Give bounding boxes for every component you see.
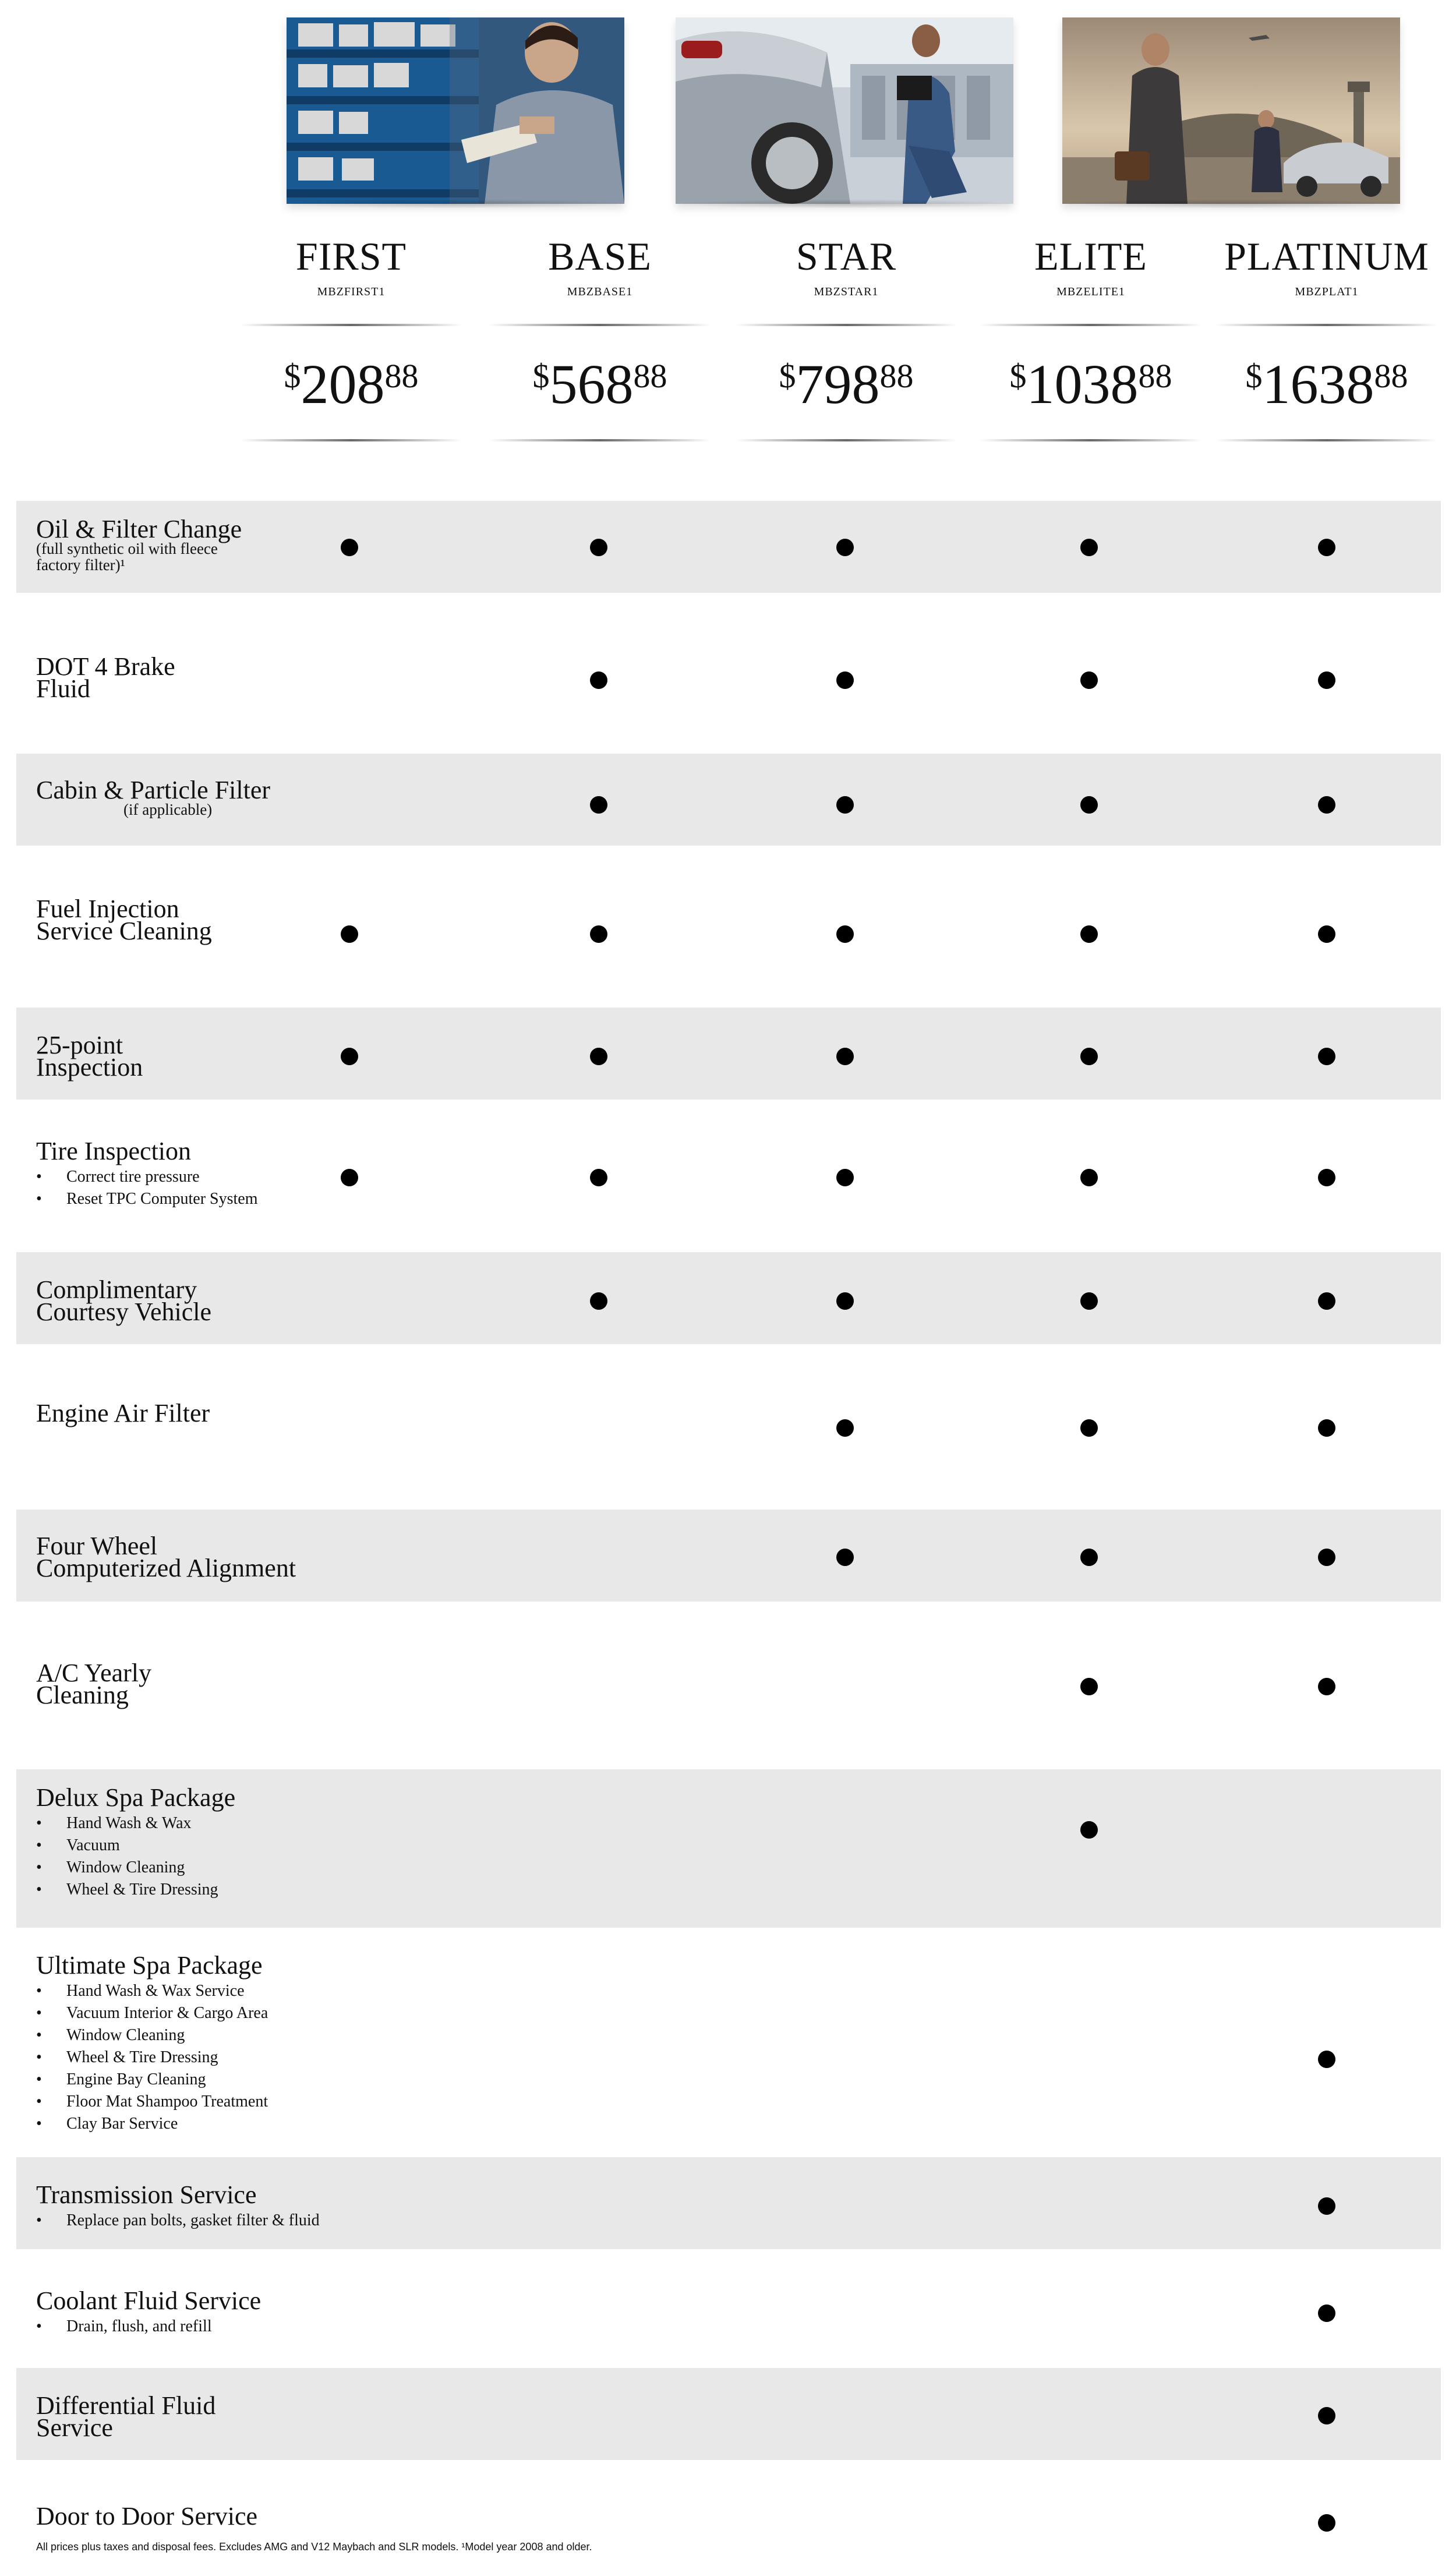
feature-title: Differential Fluid Service [36,2391,216,2442]
feature-label [36,1951,268,2135]
tier-name: BASE [548,234,652,278]
feature-row-a-c-yearly-cleaning [16,1602,1441,1769]
feature-title: Four Wheel Computerized Alignment [36,1532,296,1582]
included-dot-first [341,1048,358,1065]
feature-title: Engine Air Filter [36,1399,210,1427]
price-cents: 88 [1374,357,1408,395]
included-dot-platinum [1318,2051,1335,2068]
price-elite [980,349,1201,436]
included-dot-star [836,925,854,943]
feature-row-four-wheel-computerized-alignment [16,1510,1441,1602]
price-dollars: 568 [549,353,634,415]
car-inspection-photo-icon [676,17,1013,204]
included-dot-star [836,1549,854,1566]
parts-shelf-photo-icon [287,17,624,204]
currency-symbol: $ [1009,357,1027,395]
feature-bullet-list [36,1166,258,1210]
feature-bullet: • Drain, flush, and refill [36,2316,261,2338]
feature-bullet: • Engine Bay Cleaning [36,2069,268,2091]
included-dot-platinum [1318,1419,1335,1437]
feature-row-coolant-fluid-service [16,2249,1441,2368]
included-dot-elite [1080,925,1098,943]
feature-bullet-list [36,2316,261,2338]
included-dot-base [590,796,607,814]
currency-symbol: $ [284,357,301,395]
feature-bullet: • Reset TPC Computer System [36,1188,258,1210]
feature-label [36,2502,258,2530]
tier-code: MBZELITE1 [1056,285,1125,298]
feature-row-engine-air-filter [16,1344,1441,1510]
feature-label [36,652,175,703]
included-dot-elite [1080,1169,1098,1186]
feature-bullet-list [36,1980,268,2135]
divider [980,324,1201,326]
tier-code: MBZFIRST1 [317,285,386,298]
included-dot-platinum [1318,2514,1335,2532]
included-dot-first [341,925,358,943]
price-cents: 88 [1138,357,1172,395]
tier-header-base [489,233,711,301]
included-dot-platinum [1318,796,1335,814]
feature-bullet: • Replace pan bolts, gasket filter & fluid [36,2210,320,2232]
included-dot-platinum [1318,1048,1335,1065]
included-dot-star [836,1169,854,1186]
price-cents: 88 [879,357,914,395]
included-dot-first [341,1169,358,1186]
price-dollars: 1038 [1026,353,1139,415]
feature-note: (full synthetic oil with fleece [36,540,218,557]
included-dot-base [590,1048,607,1065]
tier-code: MBZPLAT1 [1295,285,1359,298]
feature-title: A/C Yearly Cleaning [36,1659,152,1709]
included-dot-platinum [1318,1549,1335,1566]
feature-row-fuel-injection-service-cleaning [16,846,1441,1008]
feature-label [36,1399,210,1427]
tier-name: ELITE [1034,234,1147,278]
included-dot-star [836,796,854,814]
car-inspection-photo [676,17,1013,204]
included-dot-platinum [1318,671,1335,689]
feature-title: Cabin & Particle Filter [36,776,271,804]
feature-label [36,1275,212,1326]
feature-bullet: • Correct tire pressure [36,1166,258,1188]
price-base [489,349,711,436]
feature-label [36,2391,216,2442]
divider [736,439,957,441]
included-dot-star [836,1419,854,1437]
price-dollars: 208 [301,353,385,415]
header-photos [0,0,1456,221]
price-dollars: 798 [796,353,880,415]
included-dot-elite [1080,1292,1098,1310]
feature-row-dot-4-brake-fluid [16,593,1441,754]
feature-bullet-list [36,1812,235,1901]
tier-header-first [241,233,462,301]
feature-note: factory filter)¹ [36,556,125,574]
currency-symbol: $ [532,357,550,395]
price-star [736,349,957,436]
included-dot-elite [1080,1048,1098,1065]
divider [980,439,1201,441]
divider [489,439,711,441]
feature-label [36,2286,261,2338]
feature-title: Delux Spa Package [36,1783,236,1812]
included-dot-base [590,1169,607,1186]
feature-row-tire-inspection [16,1100,1441,1252]
included-dot-star [836,1292,854,1310]
included-dot-elite [1080,1821,1098,1839]
tier-header-platinum [1216,233,1437,301]
feature-bullet: • Vacuum Interior & Cargo Area [36,2002,268,2024]
included-dot-platinum [1318,1678,1335,1695]
price-dollars: 1638 [1262,353,1374,415]
feature-label [36,895,212,945]
tier-code: MBZSTAR1 [814,285,879,298]
included-dot-elite [1080,1549,1098,1566]
price-first [241,349,462,436]
photo-shadow [670,199,1019,208]
feature-title: Transmission Service [36,2180,257,2209]
feature-label [36,1031,143,1081]
divider [489,324,711,326]
feature-title: Coolant Fluid Service [36,2286,261,2315]
included-dot-elite [1080,1678,1098,1695]
feature-label [36,1137,258,1210]
feature-bullet: • Clay Bar Service [36,2113,268,2135]
divider [241,439,462,441]
feature-bullet: • Wheel & Tire Dressing [36,1879,235,1901]
feature-label [36,1659,152,1709]
feature-row-differential-fluid-service [16,2368,1441,2460]
airport-travel-photo [1062,17,1400,204]
included-dot-base [590,1292,607,1310]
included-dot-star [836,1048,854,1065]
included-dot-star [836,671,854,689]
photo-shadow [1056,199,1406,208]
feature-bullet: • Wheel & Tire Dressing [36,2047,268,2069]
feature-row-complimentary-courtesy-vehicle [16,1252,1441,1344]
included-dot-elite [1080,539,1098,556]
feature-title: Oil & Filter Change [36,515,242,543]
included-dot-platinum [1318,2197,1335,2215]
included-dot-elite [1080,796,1098,814]
feature-bullet: • Vacuum [36,1835,235,1857]
airport-travel-photo-icon [1062,17,1400,204]
divider [1216,324,1437,326]
included-dot-base [590,671,607,689]
feature-note: (if applicable) [123,801,213,818]
included-dot-platinum [1318,1292,1335,1310]
tier-header-star [736,233,957,301]
included-dot-platinum [1318,1169,1335,1186]
tier-name: STAR [796,234,897,278]
tier-name: PLATINUM [1224,234,1429,278]
feature-bullet: • Hand Wash & Wax [36,1812,235,1835]
included-dot-platinum [1318,2304,1335,2322]
included-dot-platinum [1318,2407,1335,2424]
feature-label [36,776,271,818]
feature-title: Ultimate Spa Package [36,1951,263,1980]
feature-bullet: • Window Cleaning [36,1857,235,1879]
feature-title: DOT 4 Brake Fluid [36,652,175,703]
feature-row-transmission-service [16,2157,1441,2249]
included-dot-platinum [1318,925,1335,943]
photo-shadow [281,199,630,208]
feature-title: Tire Inspection [36,1137,192,1165]
included-dot-elite [1080,671,1098,689]
feature-row-oil-filter-change [16,501,1441,593]
included-dot-platinum [1318,539,1335,556]
feature-bullet: • Floor Mat Shampoo Treatment [36,2091,268,2113]
tier-header-elite [980,233,1201,301]
feature-label [36,515,242,574]
price-cents: 88 [384,357,419,395]
feature-bullet: • Hand Wash & Wax Service [36,1980,268,2002]
feature-row-delux-spa-package [16,1769,1441,1928]
feature-row-ultimate-spa-package [16,1928,1441,2157]
feature-title: 25-point Inspection [36,1031,143,1081]
feature-label [36,1532,296,1582]
divider [1216,439,1437,441]
feature-title: Fuel Injection Service Cleaning [36,895,212,945]
included-dot-elite [1080,1419,1098,1437]
feature-title: Door to Door Service [36,2502,258,2530]
included-dot-star [836,539,854,556]
price-cents: 88 [633,357,667,395]
included-dot-first [341,539,358,556]
currency-symbol: $ [779,357,796,395]
feature-row-cabin-particle-filter [16,754,1441,846]
feature-row-25-point-inspection [16,1008,1441,1100]
feature-label [36,2180,320,2232]
feature-bullet: • Window Cleaning [36,2024,268,2047]
feature-title: Complimentary Courtesy Vehicle [36,1275,212,1326]
tier-code: MBZBASE1 [567,285,633,298]
currency-symbol: $ [1245,357,1263,395]
included-dot-base [590,925,607,943]
footnote: All prices plus taxes and disposal fees. Excludes AMG and V12 Maybach and SLR models. ¹Model year 2008 and older. [36,2541,592,2553]
feature-label [36,1783,236,1901]
tier-name: FIRST [295,234,407,278]
price-platinum [1216,349,1437,436]
parts-shelf-photo [287,17,624,204]
included-dot-base [590,539,607,556]
divider [736,324,957,326]
divider [241,324,462,326]
feature-bullet-list [36,2210,320,2232]
